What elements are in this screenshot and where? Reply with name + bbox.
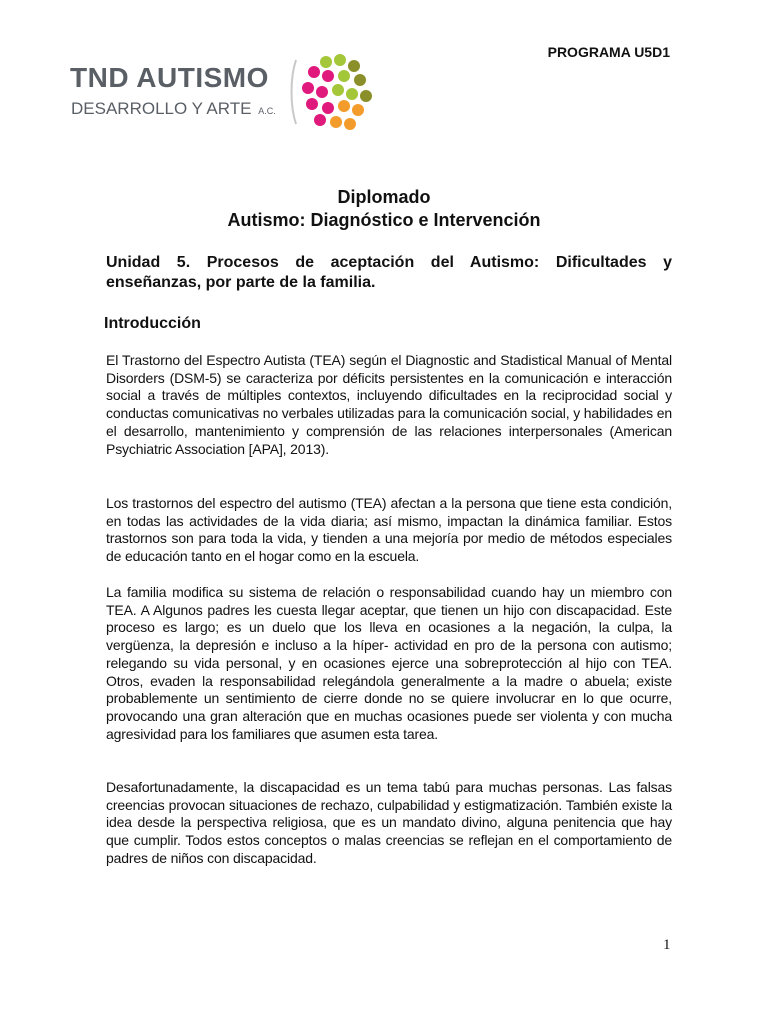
page-number: 1 bbox=[663, 937, 671, 953]
unit-heading: Unidad 5. Procesos de aceptación del Autismo: Dificultades y enseñanzas, por parte de la familia. bbox=[106, 254, 672, 291]
paragraph: La familia modifica su sistema de relación o responsabilidad cuando hay un miembro con TEA. A Algunos padres les cuesta llegar aceptar, que tienen un hijo con discapacidad. Este proceso es largo; es un duelo que los lleva en ocasiones a la negación, la culpa, la vergüenza, la depresión e incluso a la híper- actividad en pro de la persona con autismo; relegando su vida personal, y en ocasiones ejerce una sobreprotección al hijo con TEA. Otros, evaden la responsabilidad relegándola generalmente a la madre o abuela; existe probablemente un sentimiento de cierre donde no se quiere involucrar en lo que ocurre, provocando una gran alteración que en muchas ocasiones puede ser violenta y con mucha agresividad para los familiares que asumen esta tarea. bbox=[106, 584, 672, 742]
logo-ac: A.C. bbox=[258, 106, 276, 116]
paragraph: Desafortunadamente, la discapacidad es un tema tabú para muchas personas. Las falsas creencias provocan situaciones de rechazo, culpabilidad y estigmatización. También existe la idea desde la perspectiva religiosa, que es un mandato divino, alguna penitencia que hay que cumplir. Todos estos conceptos o malas creencias se reflejan en el comportamiento de padres de niños con discapacidad. bbox=[106, 779, 672, 866]
paragraph: Los trastornos del espectro del autismo (TEA) afectan a la persona que tiene esta condición, en todas las actividades de la vida diaria; así mismo, impactan la dinámica familiar. Estos trastornos son para toda la vida, y tienden a una mejoría por medio de métodos especiales de educación tanto en el hogar como en la escuela. bbox=[106, 495, 672, 565]
course-title: Diplomado bbox=[337, 187, 431, 207]
organization-logo bbox=[70, 48, 390, 138]
course-subtitle: Autismo: Diagnóstico e Intervención bbox=[227, 210, 541, 230]
logo-subtitle-text: DESARROLLO Y ARTE bbox=[71, 99, 252, 118]
logo-title: TND AUTISMO bbox=[70, 62, 269, 93]
section-heading: Introducción bbox=[104, 315, 201, 332]
brain-puzzle-icon bbox=[288, 48, 380, 136]
program-code: PROGRAMA U5D1 bbox=[547, 44, 670, 60]
logo-subtitle bbox=[71, 99, 276, 119]
paragraph: El Trastorno del Espectro Autista (TEA) según el Diagnostic and Stadistical Manual of Mental Disorders (DSM-5) se caracteriza por déficits persistentes en la comunicación e interacción social a través de múltiples contextos, incluyendo dificultades en la reciprocidad social y conductas comunicativas no verbales utilizadas para la comunicación social, y habilidades en el desarrollo, mantenimiento y comprensión de las relaciones interpersonales (American Psychiatric Association [APA], 2013). bbox=[106, 352, 672, 457]
